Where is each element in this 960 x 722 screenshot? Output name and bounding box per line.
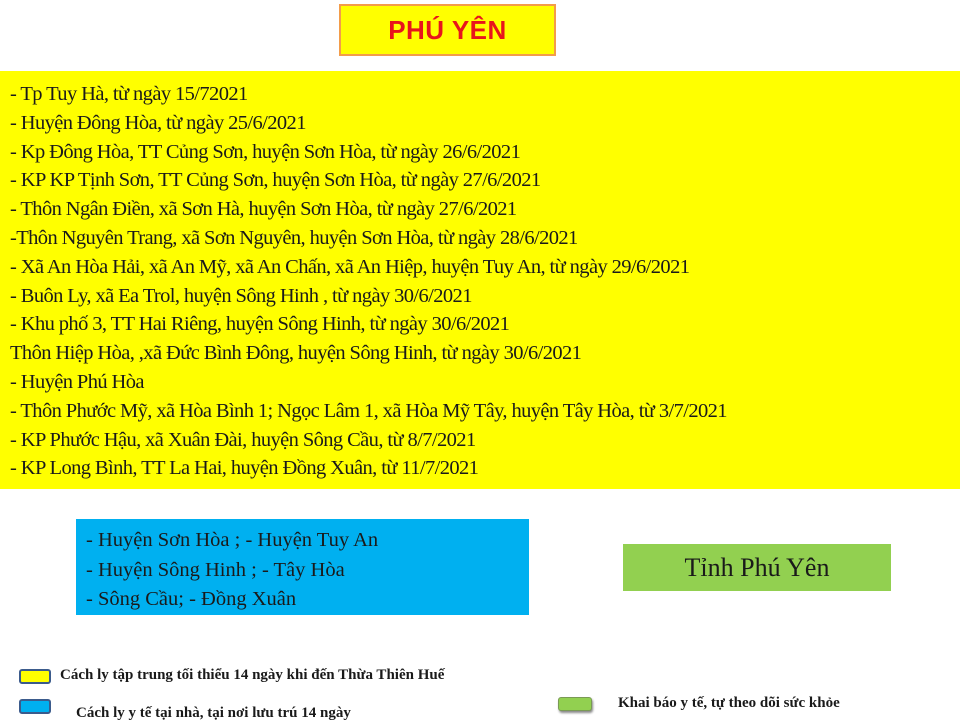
area-item: - Tp Tuy Hà, từ ngày 15/72021: [10, 83, 248, 105]
legend-swatch-yellow: [19, 669, 51, 684]
legend-swatch-green: [558, 697, 592, 711]
district-line: - Sông Cầu; - Đồng Xuân: [86, 588, 297, 610]
home-isolation-district-box: [76, 519, 529, 615]
area-item: - KP Phước Hậu, xã Xuân Đài, huyện Sông Cầu, từ 8/7/2021: [10, 428, 476, 451]
area-item: -Thôn Nguyên Trang, xã Sơn Nguyên, huyện Sơn Hòa, từ ngày 28/6/2021: [10, 226, 578, 249]
area-item: - Huyện Đông Hòa, từ ngày 25/6/2021: [10, 111, 306, 134]
legend-swatch-blue: [19, 699, 51, 714]
area-item: - Xã An Hòa Hải, xã An Mỹ, xã An Chấn, xã An Hiệp, huyện Tuy An, từ ngày 29/6/2021: [10, 255, 690, 278]
province-label-box: [623, 544, 891, 591]
area-item: - Khu phố 3, TT Hai Riêng, huyện Sông Hinh, từ ngày 30/6/2021: [10, 313, 510, 336]
district-line: - Huyện Sơn Hòa ; - Huyện Tuy An: [86, 529, 379, 551]
title-box: [339, 4, 556, 56]
legend-label-green: Khai báo y tế, tự theo dõi sức khỏe: [618, 695, 840, 711]
legend-label-blue: Cách ly y tế tại nhà, tại nơi lưu trú 14 ngày: [76, 705, 351, 721]
area-item: - Kp Đông Hòa, TT Củng Sơn, huyện Sơn Hòa, từ ngày 26/6/2021: [10, 140, 521, 163]
area-item: - Huyện Phú Hòa: [10, 370, 144, 393]
area-item: - Thôn Phước Mỹ, xã Hòa Bình 1; Ngọc Lâm 1, xã Hòa Mỹ Tây, huyện Tây Hòa, từ 3/7/2021: [10, 399, 727, 422]
concentrated-isolation-area-list: [0, 71, 960, 489]
area-item: - Thôn Ngân Điền, xã Sơn Hà, huyện Sơn Hòa, từ ngày 27/6/2021: [10, 198, 517, 221]
district-line: - Huyện Sông Hinh ; - Tây Hòa: [86, 558, 345, 581]
area-item: Thôn Hiệp Hòa, ,xã Đức Bình Đông, huyện Sông Hinh, từ ngày 30/6/2021: [10, 342, 582, 365]
province-label: Tỉnh Phú Yên: [684, 552, 830, 582]
area-item: - Buôn Ly, xã Ea Trol, huyện Sông Hinh , từ ngày 30/6/2021: [10, 284, 472, 307]
area-item: - KP Long Bình, TT La Hai, huyện Đồng Xuân, từ 11/7/2021: [10, 457, 479, 480]
page-title: PHÚ YÊN: [388, 14, 507, 45]
area-item: - KP KP Tịnh Sơn, TT Củng Sơn, huyện Sơn Hòa, từ ngày 27/6/2021: [10, 169, 541, 192]
legend-label-yellow: Cách ly tập trung tối thiểu 14 ngày khi đến Thừa Thiên Huế: [60, 667, 445, 683]
